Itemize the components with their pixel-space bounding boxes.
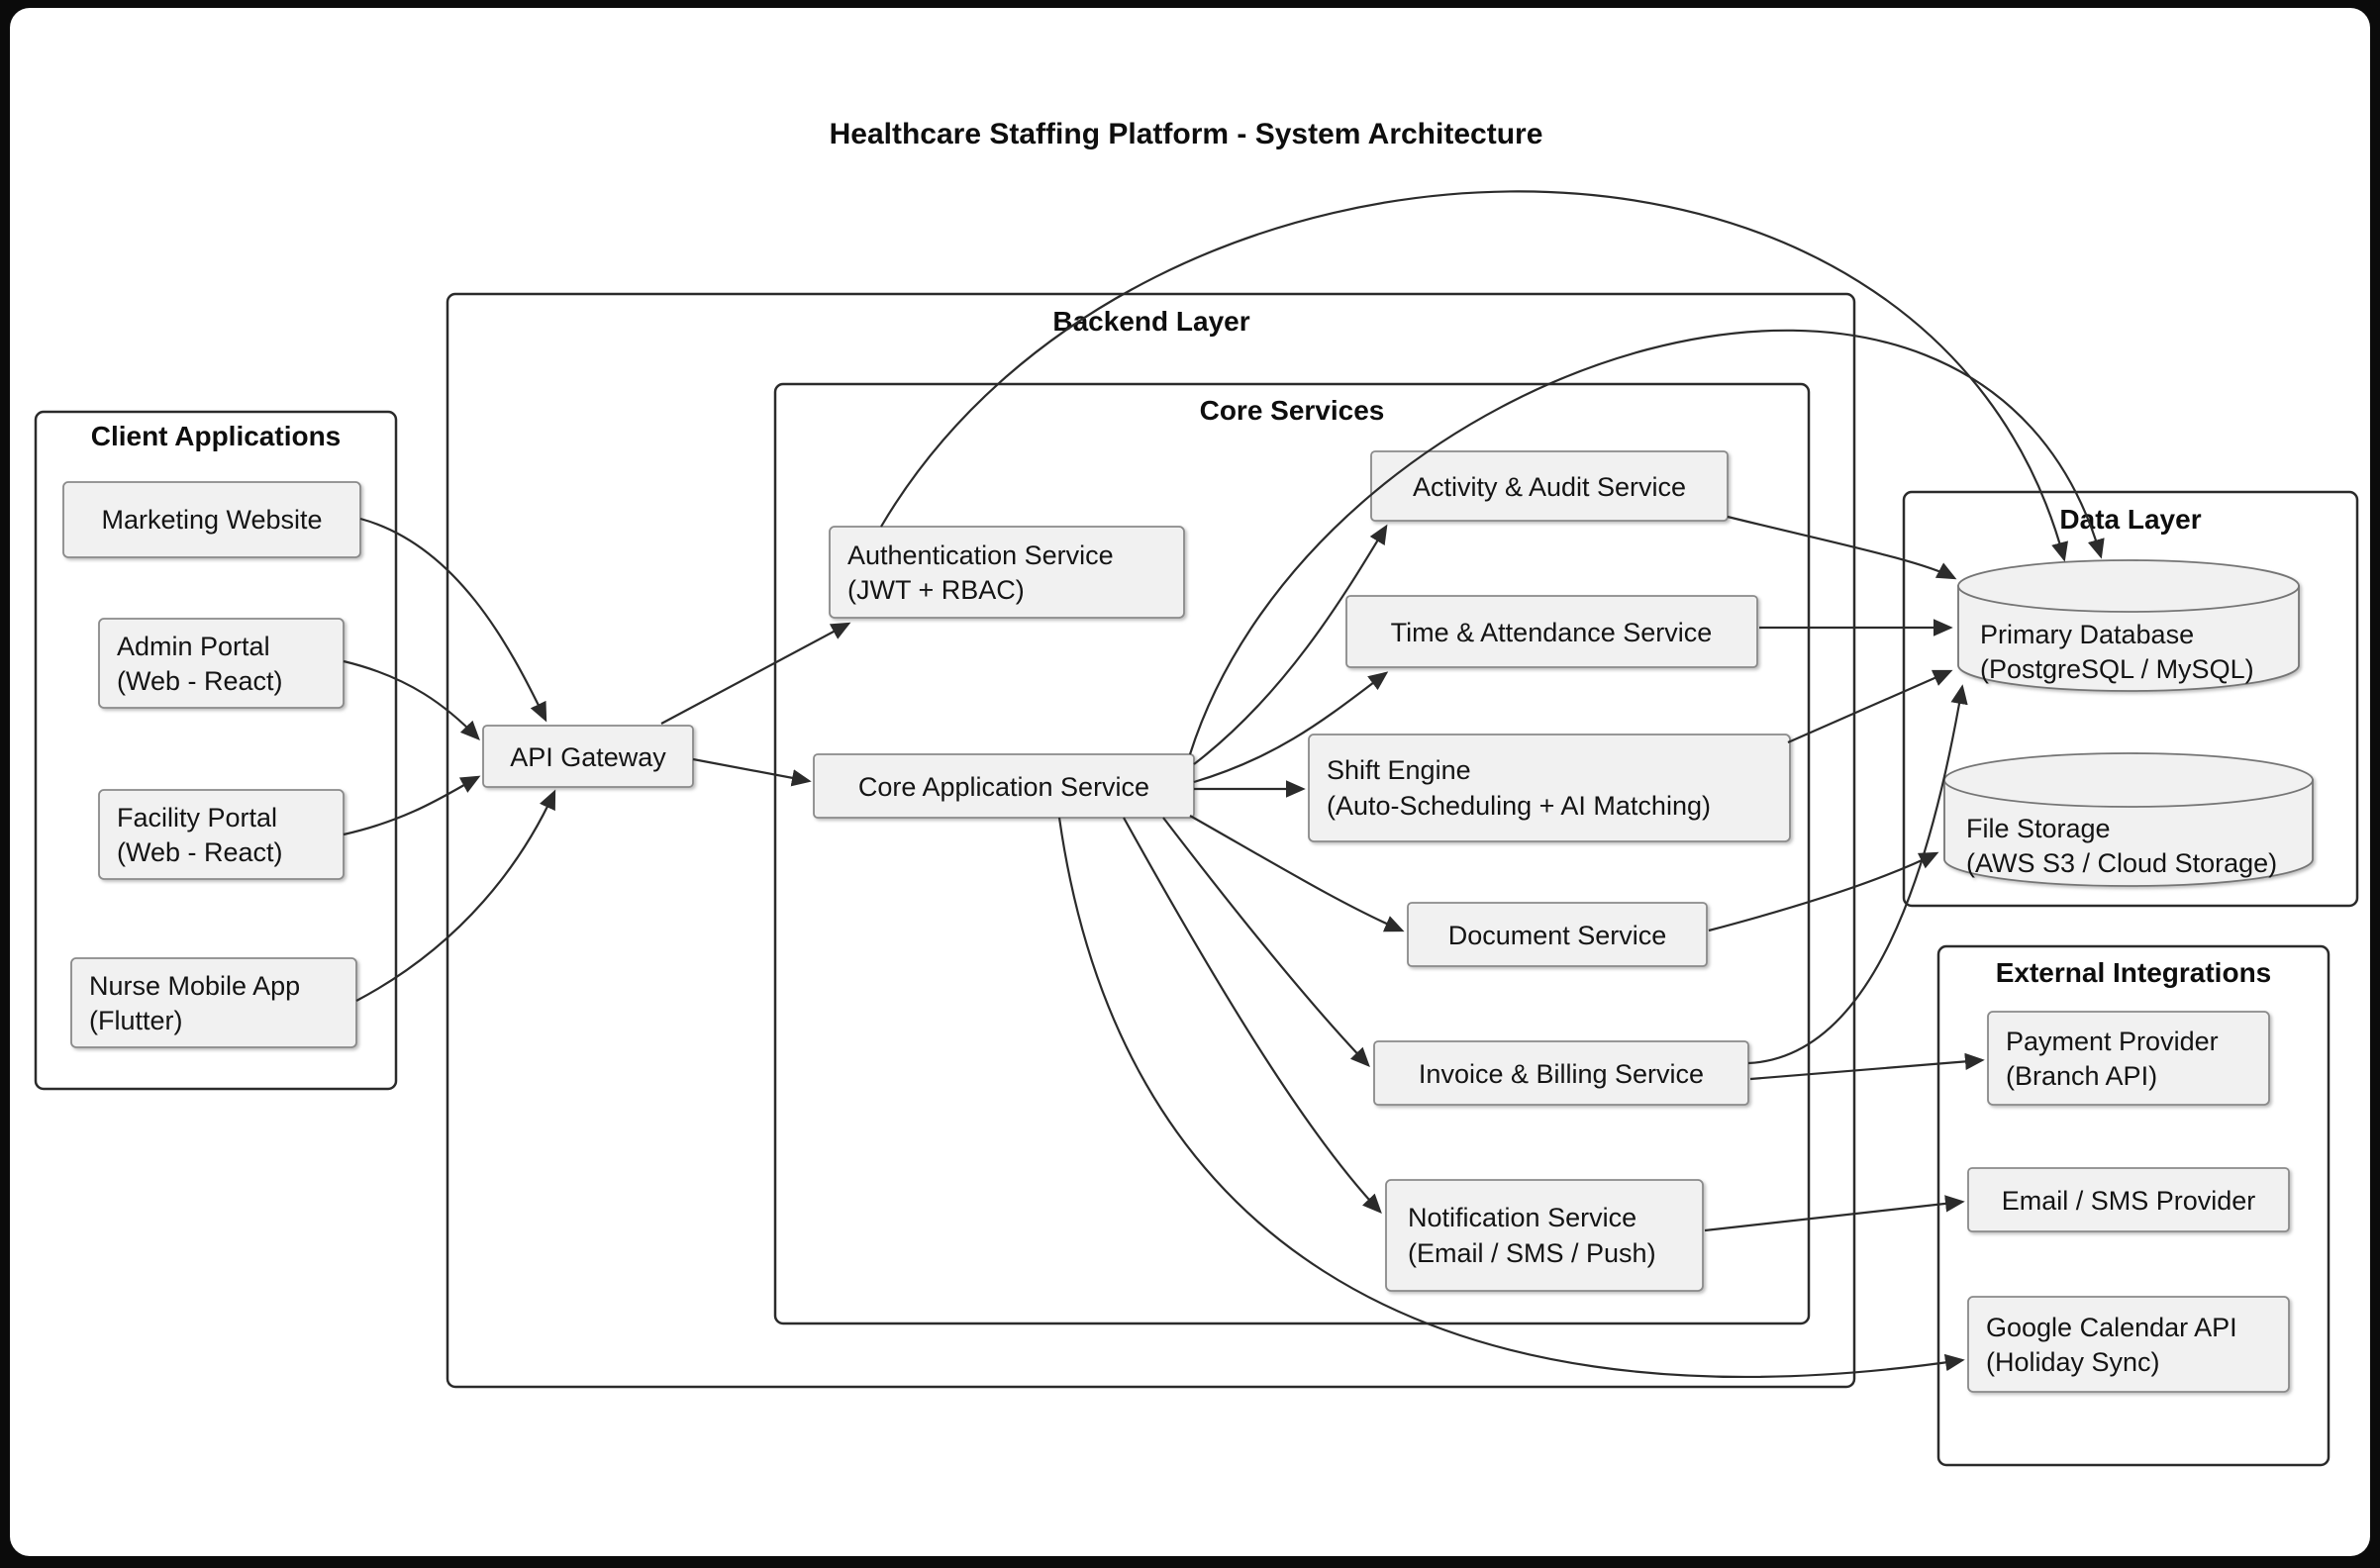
node-authentication-service bbox=[830, 527, 1184, 618]
node-label: Google Calendar API bbox=[1986, 1313, 2237, 1342]
node-label: Notification Service bbox=[1408, 1203, 1637, 1232]
node-sublabel: (JWT + RBAC) bbox=[847, 575, 1025, 605]
node-sublabel: (Email / SMS / Push) bbox=[1408, 1238, 1656, 1268]
node-google-calendar-api bbox=[1968, 1297, 2289, 1392]
page-title: Healthcare Staffing Platform - System Architecture bbox=[829, 118, 1543, 150]
node-label: Activity & Audit Service bbox=[1412, 472, 1687, 502]
node-sublabel: (Web - React) bbox=[117, 666, 283, 696]
core-services-label: Core Services bbox=[1199, 395, 1385, 426]
node-activity-audit-service bbox=[1371, 451, 1728, 521]
node-marketing-website bbox=[63, 482, 360, 557]
node-notification-service bbox=[1386, 1180, 1703, 1291]
primary-database-cylinder-top bbox=[1958, 560, 2299, 612]
node-email-sms-provider bbox=[1968, 1168, 2289, 1231]
data-layer-label: Data Layer bbox=[2059, 504, 2202, 535]
node-file-storage bbox=[1944, 753, 2313, 886]
node-sublabel: (Web - React) bbox=[117, 837, 283, 867]
node-core-application-service bbox=[814, 754, 1194, 818]
node-label: Facility Portal bbox=[117, 803, 278, 833]
node-shift-engine bbox=[1309, 735, 1790, 841]
node-label: Payment Provider bbox=[2006, 1027, 2219, 1056]
node-label: Email / SMS Provider bbox=[2001, 1186, 2256, 1216]
node-api-gateway bbox=[483, 726, 693, 787]
node-label: Document Service bbox=[1447, 921, 1667, 950]
node-label: File Storage bbox=[1966, 814, 2111, 843]
node-label: Primary Database bbox=[1980, 620, 2195, 649]
node-sublabel: (PostgreSQL / MySQL) bbox=[1980, 654, 2254, 684]
node-label: Time & Attendance Service bbox=[1390, 618, 1713, 647]
node-admin-portal bbox=[99, 619, 344, 708]
node-label: Admin Portal bbox=[117, 632, 270, 661]
client-applications-label: Client Applications bbox=[90, 421, 342, 451]
node-primary-database bbox=[1958, 560, 2299, 691]
node-sublabel: (Auto-Scheduling + AI Matching) bbox=[1327, 791, 1711, 821]
google-calendar-api-box bbox=[1968, 1297, 2289, 1392]
node-label: Authentication Service bbox=[847, 540, 1114, 570]
shift-engine-box bbox=[1309, 735, 1790, 841]
node-label: Core Application Service bbox=[857, 772, 1150, 802]
node-document-service bbox=[1408, 903, 1707, 966]
backend-layer-label: Backend Layer bbox=[1052, 306, 1250, 337]
node-facility-portal bbox=[99, 790, 344, 879]
node-sublabel: (Flutter) bbox=[89, 1006, 183, 1035]
node-label: Invoice & Billing Service bbox=[1418, 1059, 1705, 1089]
node-label: Marketing Website bbox=[101, 505, 323, 535]
file-storage-cylinder-top bbox=[1944, 753, 2313, 807]
node-nurse-mobile-app bbox=[71, 958, 356, 1047]
external-integrations-label: External Integrations bbox=[1995, 957, 2272, 988]
node-invoice-billing-service bbox=[1374, 1041, 1748, 1105]
node-sublabel: (AWS S3 / Cloud Storage) bbox=[1966, 848, 2278, 878]
node-time-attendance-service bbox=[1346, 596, 1757, 667]
notification-service-box bbox=[1386, 1180, 1703, 1291]
node-label: Shift Engine bbox=[1327, 755, 1471, 785]
node-sublabel: (Holiday Sync) bbox=[1986, 1347, 2160, 1377]
node-payment-provider bbox=[1988, 1012, 2269, 1105]
node-label: API Gateway bbox=[510, 742, 666, 772]
node-sublabel: (Branch API) bbox=[2006, 1061, 2158, 1091]
node-label: Nurse Mobile App bbox=[89, 971, 301, 1001]
